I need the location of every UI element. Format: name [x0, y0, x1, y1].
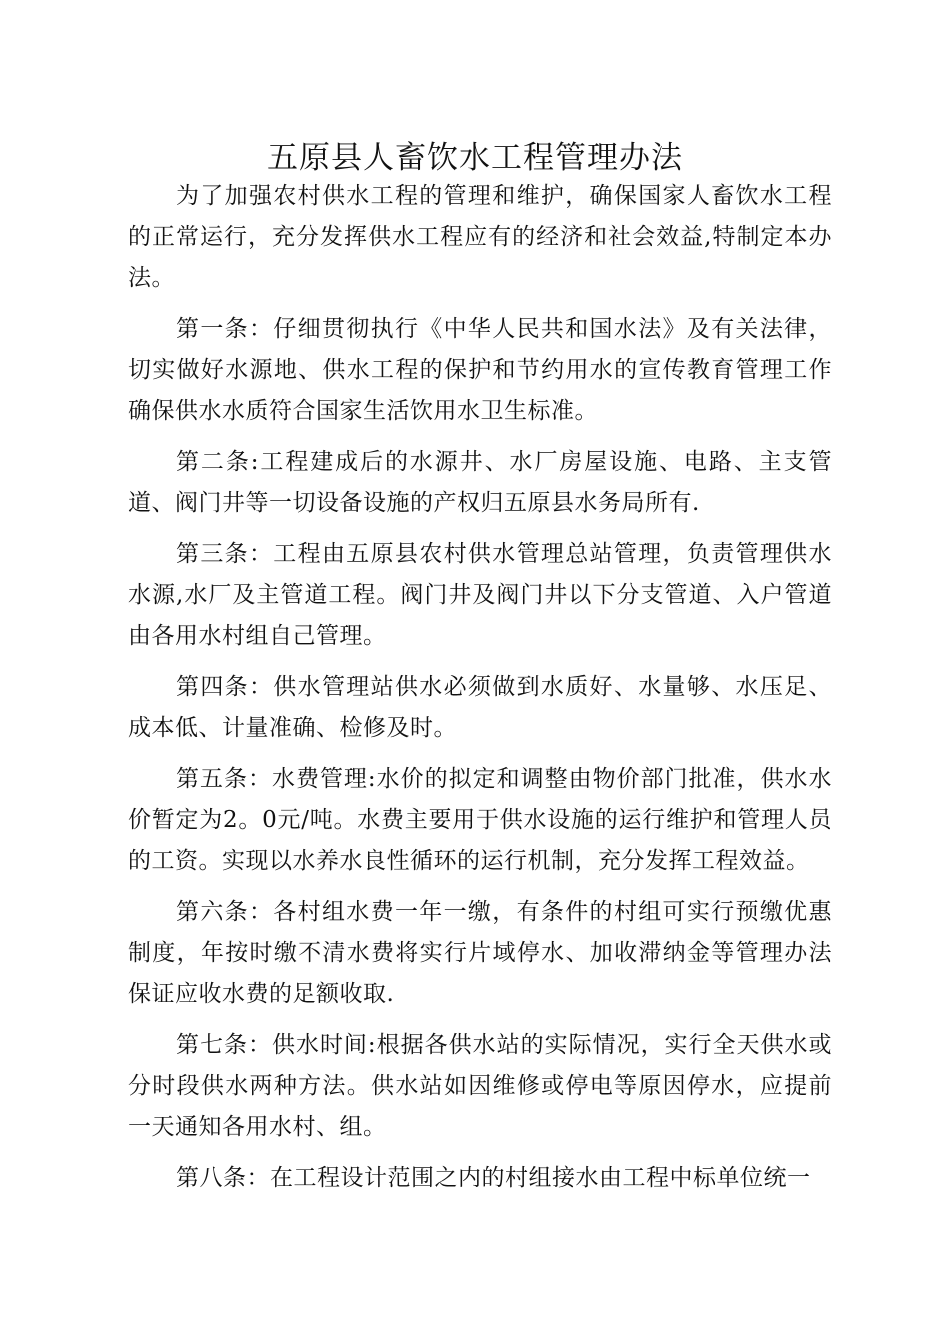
intro-paragraph: 为了加强农村供水工程的管理和维护，确保国家人畜饮水工程的正常运行，充分发挥供水工程应有的经济和社会效益,特制定本办法。: [128, 183, 832, 291]
article-4-paragraph: 第四条：供水管理站供水必须做到水质好、水量够、水压足、成本低、计量准确、检修及时。: [128, 674, 832, 741]
article-2-paragraph: 第二条:工程建成后的水源井、水厂房屋设施、电路、主支管道、阀门井等一切设备设施的产权归五原县水务局所有.: [128, 449, 832, 516]
page-title: 五原县人畜饮水工程管理办法: [267, 140, 683, 176]
article-8-paragraph: 第八条：在工程设计范围之内的村组接水由工程中标单位统一: [176, 1165, 811, 1191]
document-body: [128, 176, 832, 1209]
article-3-paragraph: 第三条：工程由五原县农村供水管理总站管理，负责管理供水水源,水厂及主管道工程。阀门井及阀门井以下分支管道、入户管道由各用水村组自己管理。: [128, 541, 832, 649]
article-6-paragraph: 第六条：各村组水费一年一缴，有条件的村组可实行预缴优惠制度，年按时缴不清水费将实行片域停水、加收滞纳金等管理办法保证应收水费的足额收取.: [128, 899, 832, 1007]
article-5-paragraph: 第五条：水费管理:水价的拟定和调整由物价部门批准，供水水价暂定为2。0元/吨。水费主要用于供水设施的运行维护和管理人员的工资。实现以水养水良性循环的运行机制，充分发挥工程效益。: [128, 766, 832, 874]
article-7-paragraph: 第七条：供水时间:根据各供水站的实际情况，实行全天供水或分时段供水两种方法。供水站如因维修或停电等原因停水，应提前一天通知各用水村、组。: [128, 1032, 832, 1140]
article-1-paragraph: 第一条：仔细贯彻执行《中华人民共和国水法》及有关法律，切实做好水源地、供水工程的保护和节约用水的宣传教育管理工作确保供水水质符合国家生活饮用水卫生标准。: [128, 316, 832, 424]
